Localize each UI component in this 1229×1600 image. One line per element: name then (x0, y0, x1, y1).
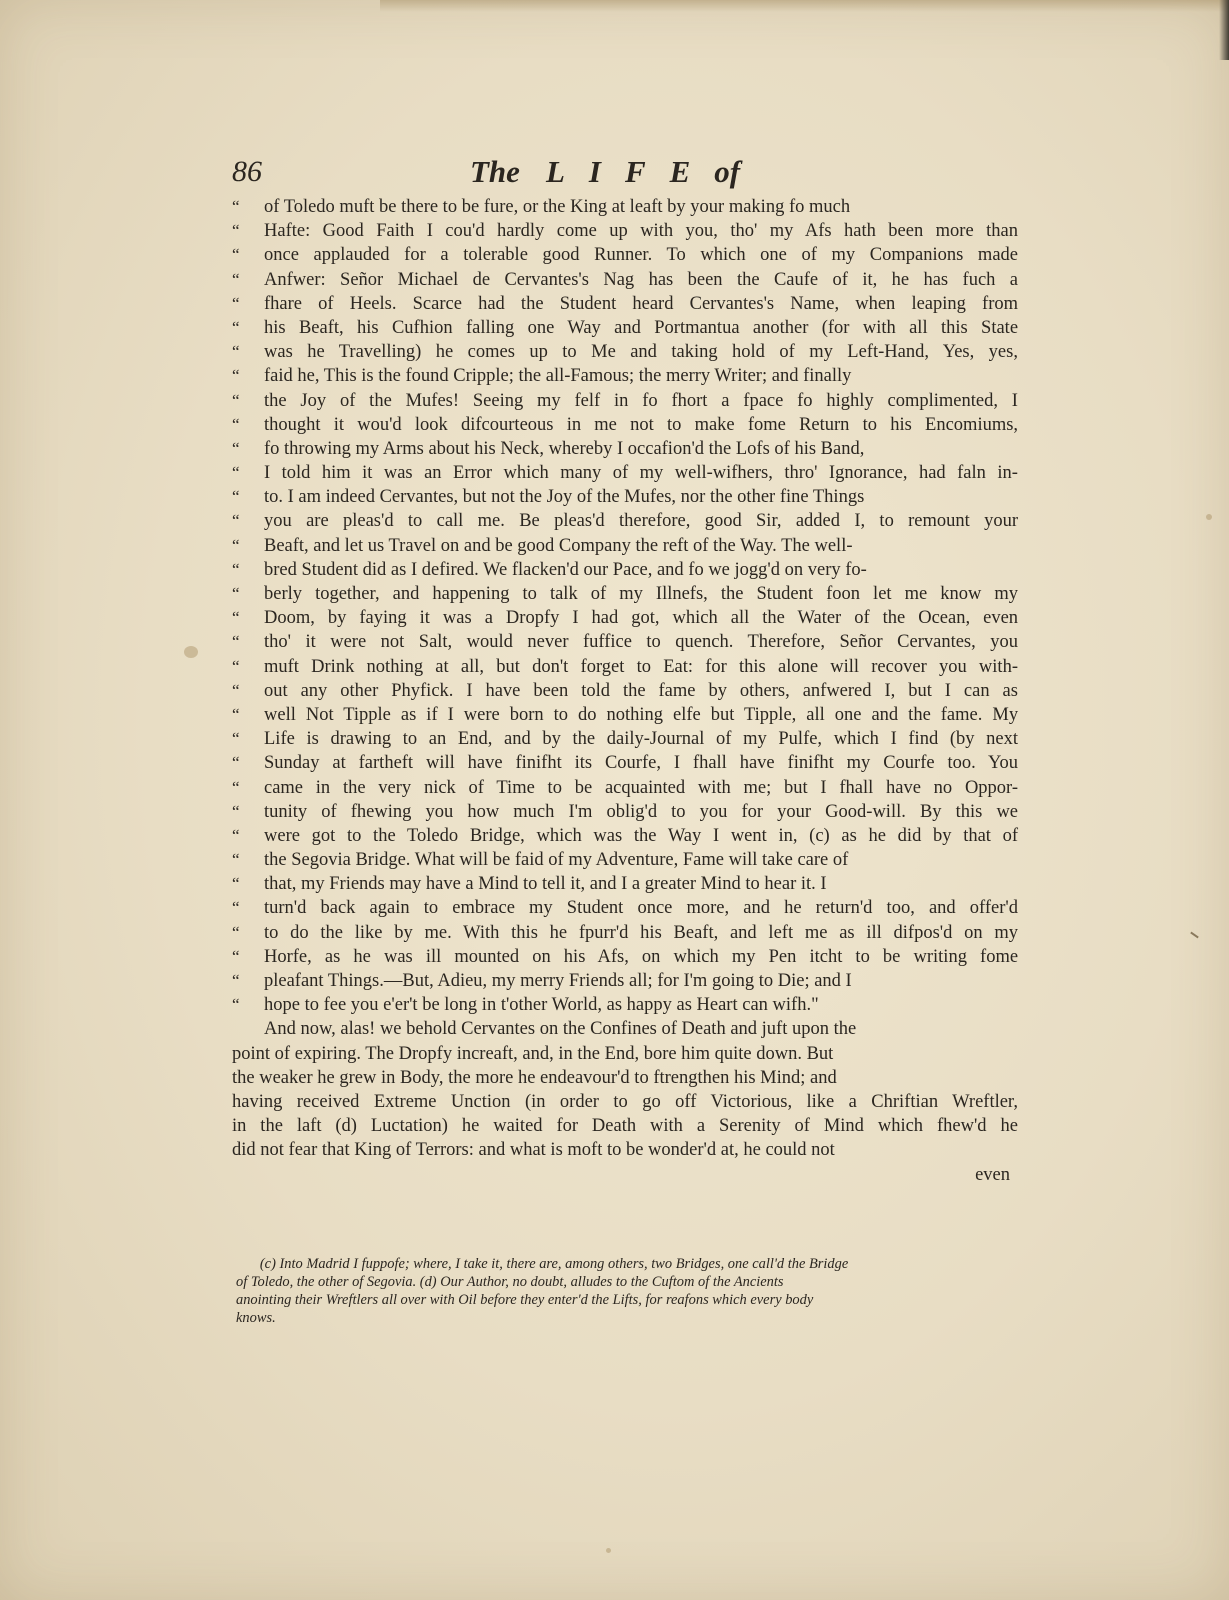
text-line: “ fo throwing my Arms about his Neck, whereby I occafion'd the Lofs of his Band, (232, 437, 1022, 461)
text-line: “ out any other Phyfick. I have been told the fame by others, anfwered I, but I can as (232, 679, 1022, 703)
text-line: “ you are pleas'd to call me. Be pleas'd therefore, good Sir, added I, to remount your (232, 509, 1022, 533)
text-line: point of expiring. The Dropfy increaft, and, in the End, bore him quite down. But (232, 1043, 834, 1064)
running-head-life: LIFE (545, 154, 715, 189)
text-line: in the laft (d) Luctation) he waited for Death with a Serenity of Mind which fhew'd he (232, 1116, 1018, 1137)
text-line: “ muft Drink nothing at all, but don't forget to Eat: for this alone will recover you with- (232, 655, 1022, 679)
text-line: “ pleafant Things.—But, Adieu, my merry Friends all; for I'm going to Die; and I (232, 969, 1022, 993)
catchword: even (975, 1164, 1010, 1185)
text-line: “ the Joy of the Mufes! Seeing my felf in fo fhort a fpace fo highly complimented, I (232, 389, 1022, 413)
pen-mark (1190, 932, 1199, 939)
running-head (470, 150, 800, 194)
text-line: “ came in the very nick of Time to be acquainted with me; but I fhall have no Oppor- (232, 776, 1022, 800)
text-line: “ his Beaft, his Cufhion falling one Way and Portmantua another (for with all this State (232, 316, 1022, 340)
page-header (0, 150, 1229, 194)
text-line: “ faid he, This is the found Cripple; the all-Famous; the merry Writer; and finally (232, 364, 1022, 388)
text-line: “ fhare of Heels. Scarce had the Student heard Cervantes's Name, when leaping from (232, 292, 1022, 316)
body-text (232, 195, 1022, 1187)
text-line: “ of Toledo muft be there to be fure, or the King at leaft by your making fo much (232, 195, 1022, 219)
footnote-line: of Toledo, the other of Segovia. (d) Our Author, no doubt, alludes to the Cuftom of the Ancients (236, 1274, 784, 1290)
page-top-edge (380, 0, 1229, 12)
text-line: “ berly together, and happening to talk of my Illnefs, the Student foon let me know my (232, 582, 1022, 606)
text-line: “ Beaft, and let us Travel on and be good Company the reft of the Way. The well- (232, 534, 1022, 558)
page-stain (1206, 514, 1212, 520)
page-stain (606, 1548, 611, 1553)
text-line: “ tho' it were not Salt, would never fuffice to quench. Therefore, Señor Cervantes, you (232, 630, 1022, 654)
footnote-line: (c) Into Madrid I fuppofe; where, I take it, there are, among others, two Bridges, one call'd the Bridge (259, 1256, 849, 1272)
text-line: “ Doom, by faying it was a Dropfy I had got, which all the Water of the Ocean, even (232, 606, 1022, 630)
footnote-line: anointing their Wreftlers all over with Oil before they enter'd the Lifts, for reafons which every body (236, 1292, 814, 1308)
text-line: “ that, my Friends may have a Mind to tell it, and I a greater Mind to hear it. I (232, 872, 1022, 896)
page-number: 86 (232, 155, 262, 188)
text-line: “ the Segovia Bridge. What will be faid of my Adventure, Fame will take care of (232, 848, 1022, 872)
text-line: “ Anfwer: Señor Michael de Cervantes's Nag has been the Caufe of it, he has fuch a (232, 268, 1022, 292)
text-line: the weaker he grew in Body, the more he endeavour'd to ftrengthen his Mind; and (232, 1067, 837, 1088)
text-line: “ was he Travelling) he comes up to Me and taking hold of my Left-Hand, Yes, yes, (232, 340, 1022, 364)
footnotes (236, 1255, 1026, 1327)
text-line: And now, alas! we behold Cervantes on the Confines of Death and juft upon the (264, 1019, 857, 1040)
text-line: did not fear that King of Terrors: and what is moft to be wonder'd at, he could not (232, 1140, 835, 1161)
text-line: “ were got to the Toledo Bridge, which was the Way I went in, (c) as he did by that of (232, 824, 1022, 848)
text-line: “ Sunday at fartheft will have finifht its Courfe, I fhall have finifht my Courfe too. You (232, 751, 1022, 775)
text-line: “ to do the like by me. With this he fpurr'd his Beaft, and left me as ill difpos'd on my (232, 921, 1022, 945)
page-right-edge (1219, 0, 1229, 60)
text-line: “ turn'd back again to embrace my Student once more, and he return'd too, and offer'd (232, 896, 1022, 920)
running-head-of: of (714, 154, 741, 189)
text-line: “ bred Student did as I defired. We flacken'd our Pace, and fo we jogg'd on very fo- (232, 558, 1022, 582)
text-line: “ Life is drawing to an End, and by the daily-Journal of my Pulfe, which I find (by next (232, 727, 1022, 751)
text-line: “ Horfe, as he was ill mounted on his Afs, on which my Pen itcht to be writing fome (232, 945, 1022, 969)
page-stain (184, 646, 198, 658)
text-line: “ once applauded for a tolerable good Runner. To which one of my Companions made (232, 243, 1022, 267)
text-line: having received Extreme Unction (in order to go off Victorious, like a Chriftian Wreftler, (232, 1091, 1018, 1112)
text-line: “ thought it wou'd look difcourteous in me not to make fome Return to his Encomiums, (232, 413, 1022, 437)
footnote-line: knows. (236, 1310, 276, 1326)
text-line: “ hope to fee you e'er't be long in t'other World, as happy as Heart can wifh." (232, 993, 1022, 1017)
text-line: “ well Not Tipple as if I were born to do nothing elfe but Tipple, all one and the fame. My (232, 703, 1022, 727)
text-line: “ Hafte: Good Faith I cou'd hardly come up with you, tho' my Afs hath been more than (232, 219, 1022, 243)
text-line: “ to. I am indeed Cervantes, but not the Joy of the Mufes, nor the other fine Things (232, 485, 1022, 509)
text-line: “ tunity of fhewing you how much I'm oblig'd to you for your Good-will. By this we (232, 800, 1022, 824)
text-line: “ I told him it was an Error which many of my well-wifhers, thro' Ignorance, had faln in- (232, 461, 1022, 485)
running-head-the: The (470, 154, 520, 189)
